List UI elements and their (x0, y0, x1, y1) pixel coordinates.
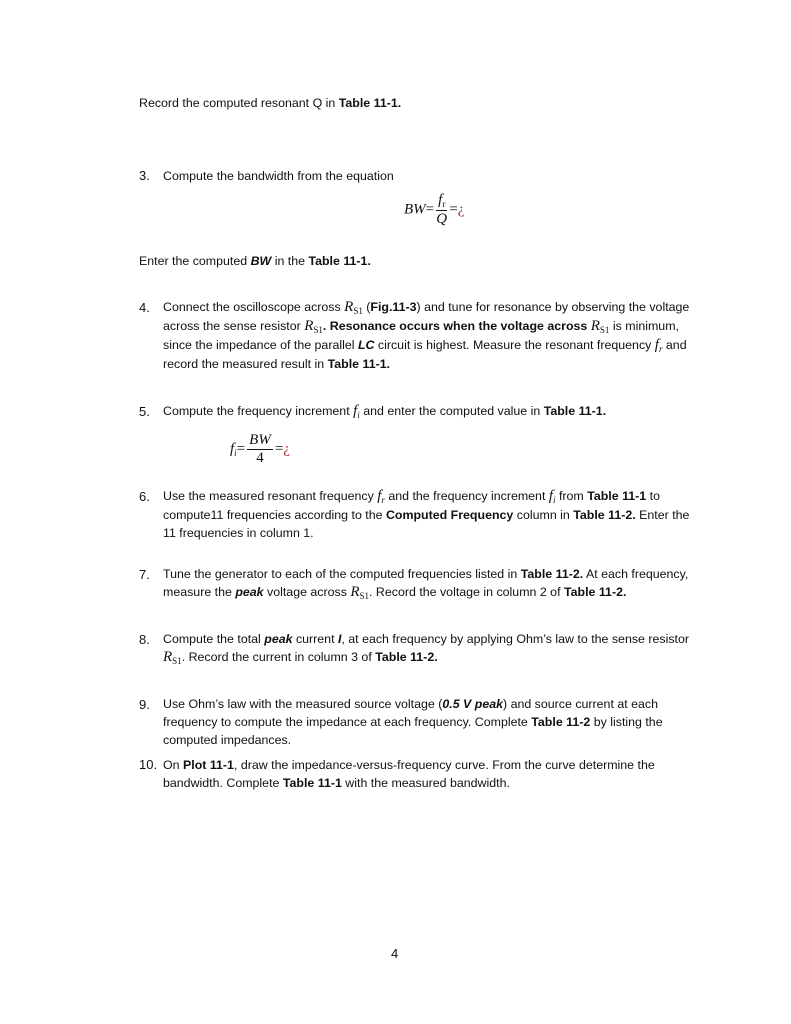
s10-t3: with the measured bandwidth. (341, 776, 510, 790)
step-4-text (163, 298, 693, 373)
s4-r-sub-3: S1 (599, 325, 610, 335)
s6-t4: to compute11 frequencies according to the (163, 489, 660, 522)
s5-f-letter: f (353, 403, 358, 419)
s4-r-letter-3: R (590, 318, 600, 334)
s4-t2: ( (362, 300, 371, 314)
step-5-text (163, 402, 693, 421)
s8-table-ref: Table 11-2. (375, 650, 438, 664)
s7-peak: peak (235, 585, 264, 599)
intro-text: Record the computed resonant Q in (139, 96, 339, 110)
step-5-number: 5. (139, 404, 150, 419)
s4-t3: ) and tune for resonance by observing the voltage across the sense resistor (163, 300, 690, 333)
step-3-after (139, 252, 699, 270)
s7-t2: At each frequency, measure the (163, 567, 689, 599)
s7-table-ref-1: Table 11-2. (520, 567, 584, 581)
s7-r-letter: R (350, 584, 360, 600)
s8-t4: . Record the current in column 3 of (181, 650, 376, 664)
step-9-number: 9. (139, 697, 150, 712)
eq2-lhs-sub: i (234, 447, 237, 458)
eq2-equals: = (236, 440, 246, 457)
s8-t1: Compute the total (163, 632, 265, 646)
step-9-text (163, 695, 699, 749)
s10-table-ref: Table 11-1 (282, 776, 342, 790)
step-10-text (163, 756, 699, 792)
s6-column-name: Computed Frequency (385, 508, 514, 522)
s4-fig-ref: Fig.11-3 (370, 300, 417, 314)
step-8-text (163, 630, 693, 667)
s4-f-letter: f (654, 337, 659, 353)
s4-t1: Connect the oscilloscope across (163, 300, 345, 314)
step-7-text (163, 565, 693, 602)
step-6-number: 6. (139, 489, 150, 504)
after-text-b: in the (271, 254, 309, 268)
step-3-text: Compute the bandwidth from the equation (163, 169, 394, 183)
s6-table-ref-1: Table 11-1 (587, 489, 647, 503)
s6-t5: column in (513, 508, 574, 522)
s4-r-sub: S1 (353, 306, 363, 316)
s10-t1: On (163, 758, 183, 772)
eq-numerator: f (438, 192, 443, 208)
s6-t2: and the frequency increment (384, 489, 549, 503)
s6-t3: from (555, 489, 588, 503)
s4-t4: . Resonance occurs when the voltage across (322, 319, 591, 333)
intro-table-ref: Table 11-1. (338, 96, 402, 110)
intro-line (139, 94, 699, 112)
eq2-equals-2: = (274, 440, 284, 457)
step-8-number: 8. (139, 632, 150, 647)
s5-t1: Compute the frequency increment (163, 404, 354, 418)
s4-t5: is minimum, since the impedance of the parallel (163, 319, 679, 352)
eq-equals-2: = (449, 201, 458, 218)
s6-t6: Enter the 11 frequencies in column 1. (163, 508, 690, 540)
page-number: 4 (391, 946, 399, 961)
eq-denominator: Q (436, 211, 448, 227)
s5-table-ref: Table 11-1. (543, 404, 607, 418)
s5-t2: and enter the computed value in (359, 404, 544, 418)
eq2-result-placeholder: ¿ (283, 440, 290, 457)
s4-lc: LC (357, 338, 375, 352)
step-6-text (163, 487, 699, 542)
s8-r-letter: R (163, 649, 173, 665)
after-bw: BW (250, 254, 272, 268)
s6-fr-sub: r (381, 495, 385, 505)
s9-t1: Use Ohm’s law with the measured source voltage ( (163, 697, 443, 711)
eq2-lhs: f (230, 440, 235, 457)
step-7-number: 7. (139, 567, 150, 582)
step-4-number: 4. (139, 300, 150, 315)
s7-t3: voltage across (263, 585, 351, 599)
s5-f-sub: i (357, 410, 360, 420)
bandwidth-equation (404, 193, 464, 227)
eq-numerator-sub: r (442, 199, 446, 209)
s6-fi-letter: f (548, 488, 554, 504)
s6-fr-letter: f (377, 488, 382, 504)
eq2-numerator: BW (249, 432, 271, 448)
s8-current-i: I (337, 632, 342, 646)
increment-equation (230, 433, 290, 466)
eq2-denominator: 4 (256, 450, 264, 466)
s6-t1: Use the measured resonant frequency (163, 489, 378, 503)
step-10-number: 10. (139, 757, 158, 772)
s4-t6: circuit is highest. Measure the resonant frequency (374, 338, 655, 352)
s8-peak: peak (264, 632, 293, 646)
eq-bw-lhs: BW (404, 201, 426, 218)
eq-fraction (436, 193, 447, 227)
s8-t3: , at each frequency by applying Ohm’s law to the sense resistor (341, 632, 689, 646)
s7-t4: . Record the voltage in column 2 of (369, 585, 564, 599)
after-table-ref: Table 11-1. (308, 254, 371, 268)
s4-table-ref: Table 11-1. (327, 357, 391, 371)
eq-result-placeholder: ¿ (457, 201, 465, 218)
s8-r-sub: S1 (172, 656, 182, 666)
s8-t2: current (292, 632, 338, 646)
s10-plot-ref: Plot 11-1 (182, 758, 234, 772)
s4-r-letter: R (344, 299, 354, 315)
s6-table-ref-2: Table 11-2. (573, 508, 636, 522)
step-3-number: 3. (139, 168, 150, 183)
s7-t1: Tune the generator to each of the computed frequencies listed in (163, 567, 521, 581)
s7-r-sub: S1 (359, 591, 370, 601)
after-text-a: Enter the computed (139, 254, 251, 268)
s9-t2: ) and source current at each frequency to compute the impedance at each frequency. Complete (163, 697, 658, 729)
s6-fi-sub: i (553, 495, 556, 505)
s9-table-ref: Table 11-2 (531, 715, 591, 729)
s4-r-letter-2: R (304, 318, 314, 334)
s4-r-sub-2: S1 (313, 325, 323, 335)
s7-table-ref-2: Table 11-2. (563, 585, 627, 599)
eq-equals: = (425, 201, 435, 218)
s9-t3: by listing the computed impedances. (163, 715, 663, 747)
s10-t2: , draw the impedance-versus-frequency curve. From the curve determine the bandwidth. Complete (163, 758, 655, 790)
eq2-fraction (247, 433, 273, 466)
s9-voltage: 0.5 V peak (442, 697, 503, 711)
s4-t7: and record the measured result in (163, 338, 687, 371)
s4-f-sub: r (658, 344, 663, 354)
